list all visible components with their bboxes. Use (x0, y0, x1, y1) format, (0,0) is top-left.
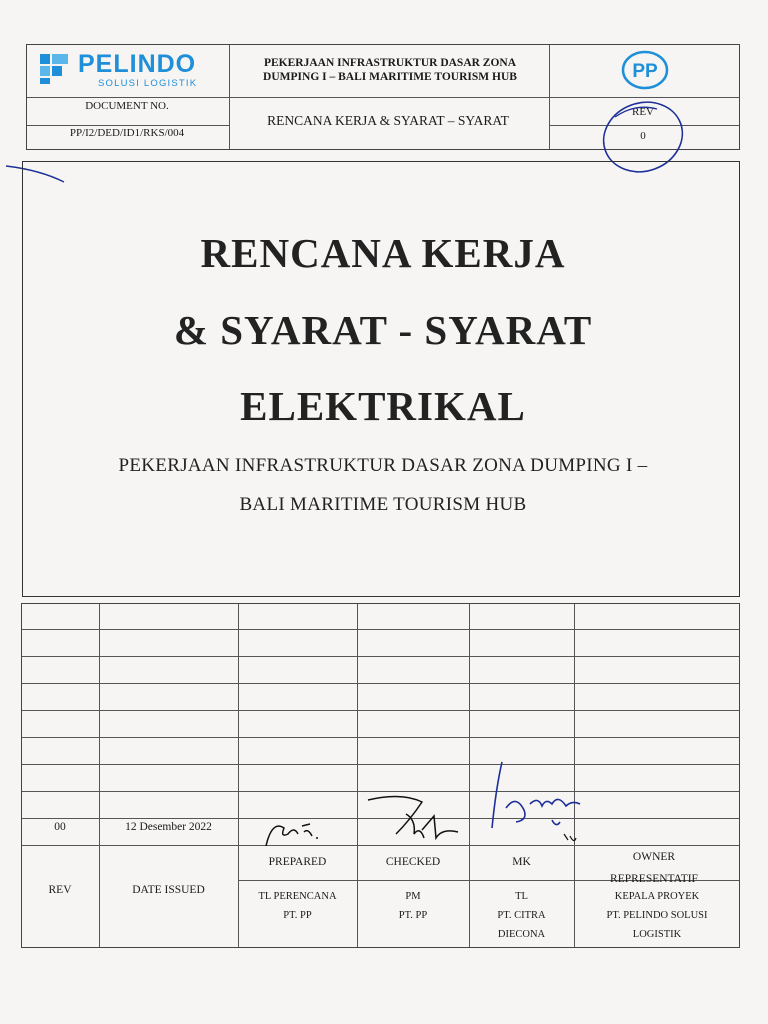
pp-logo-icon (620, 49, 670, 91)
signature-mk (476, 758, 596, 853)
prepared-line1: TL PERENCANA (258, 891, 337, 902)
owner-by (574, 887, 740, 944)
doc-title: RENCANA KERJA & SYARAT – SYARAT (267, 113, 509, 128)
footer-rev: REV (48, 884, 72, 896)
cover-title-line2: & SYARAT - SYARAT (173, 307, 593, 353)
mk-line1: TL (515, 891, 528, 902)
rev-value: 0 (640, 130, 646, 142)
doc-no-value: PP/I2/DED/ID1/RKS/004 (69, 127, 185, 139)
pp-logo (620, 49, 670, 91)
cover-subtitle-line1: PEKERJAAN INFRASTRUKTUR DASAR ZONA DUMPING I – (118, 455, 648, 476)
role-prepared: PREPARED (268, 856, 327, 868)
pelindo-tagline: SOLUSI LOGISTIK (98, 78, 198, 89)
entry-date: 12 Desember 2022 (125, 821, 212, 833)
mk-line3: DIECONA (497, 929, 546, 940)
project-title-line1: PEKERJAAN INFRASTRUKTUR DASAR ZONA (263, 57, 517, 69)
cover-frame (22, 161, 740, 597)
cover-title-line3: ELEKTRIKAL (240, 383, 526, 429)
svg-text:PP: PP (632, 61, 658, 82)
checked-line1: PM (405, 891, 421, 902)
mk-line2: PT. CITRA (497, 910, 546, 921)
project-title (232, 56, 548, 84)
checked-by (357, 887, 469, 925)
prepared-by (238, 887, 357, 925)
role-mk: MK (512, 856, 531, 868)
footer-date-issued: DATE ISSUED (132, 884, 205, 896)
project-title-line2: DUMPING I – BALI MARITIME TOURISM HUB (263, 71, 517, 83)
doc-no-label: DOCUMENT NO. (85, 100, 169, 112)
owner-line2: PT. PELINDO SOLUSI (606, 910, 708, 921)
prepared-line2: PT. PP (283, 910, 312, 921)
rev-label: REV (632, 106, 654, 118)
pelindo-wordmark: PELINDO (78, 50, 197, 78)
pelindo-logo (36, 48, 226, 92)
role-owner: OWNER REPRESENTATIF (610, 851, 698, 885)
role-checked: CHECKED (385, 856, 441, 868)
mk-by (469, 887, 574, 944)
owner-line3: LOGISTIK (632, 929, 682, 940)
cover-subtitle-line2: BALI MARITIME TOURISM HUB (239, 494, 527, 515)
pelindo-mark-icon (38, 52, 72, 86)
owner-line1: KEPALA PROYEK (614, 891, 700, 902)
signature-checked (362, 790, 472, 850)
cover-title-line1: RENCANA KERJA (200, 230, 566, 276)
entry-rev: 00 (54, 821, 66, 833)
checked-line2: PT. PP (398, 910, 428, 921)
signature-prepared (258, 812, 328, 852)
